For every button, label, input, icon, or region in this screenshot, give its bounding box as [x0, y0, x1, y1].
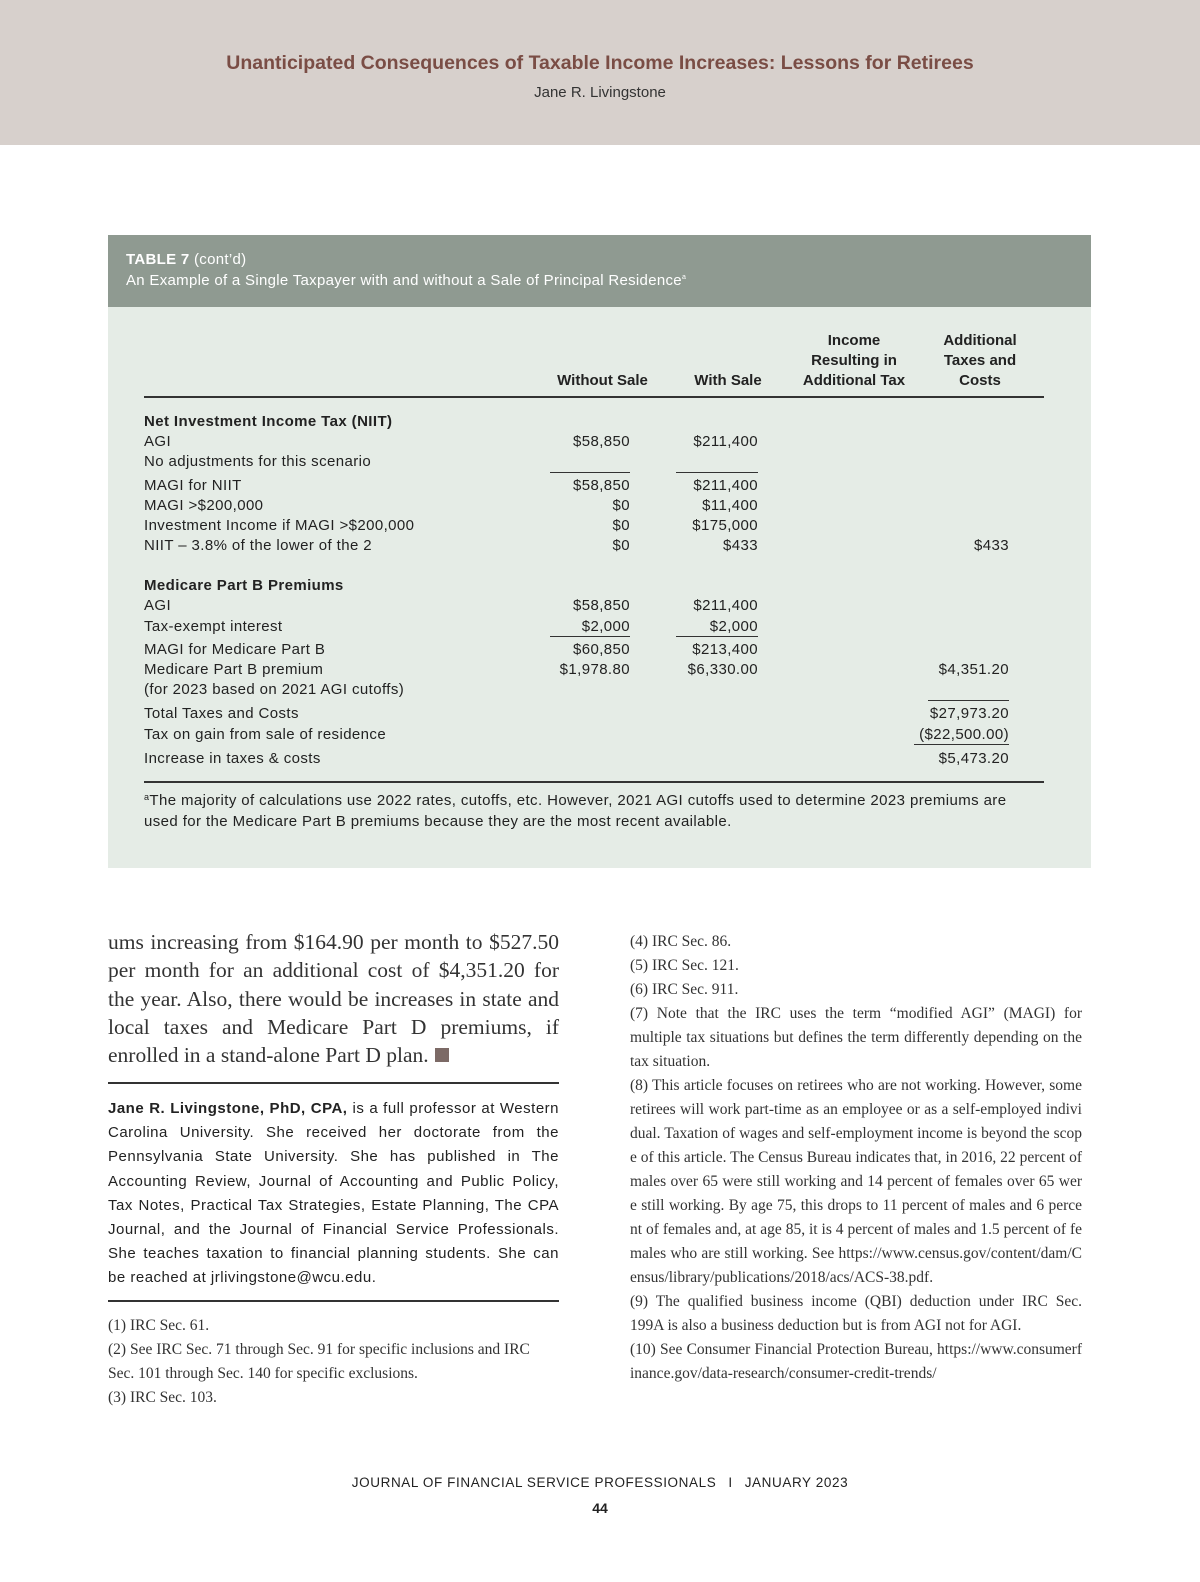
cell-without-sale: $58,850	[572, 477, 630, 494]
row-label: Investment Income if MAGI >$200,000	[144, 517, 415, 534]
footnotes-right	[630, 930, 1082, 1386]
sum-underline	[550, 636, 630, 637]
table-7	[108, 235, 1091, 868]
end-mark	[435, 1048, 449, 1062]
body-paragraph: ums increasing from $164.90 per month to $527.50 per month for an additional cost of $4,351.20 for the year. Also, there would be increases in state and local taxes and Medicare Part D premiums, if enrolled in a stand-alone Part D plan.	[108, 930, 559, 1068]
sum-underline	[676, 472, 758, 473]
cell-with-sale: $433	[723, 537, 758, 554]
footnote-item: (1) IRC Sec. 61.	[108, 1317, 210, 1334]
footnote-item: (7) Note that the IRC uses the term “modified AGI” (MAGI) for multiple tax situations but defines the term differently depending on the tax situation.	[630, 1005, 1082, 1070]
cell-with-sale: $6,330.00	[687, 661, 758, 678]
cell-without-sale: $60,850	[572, 641, 630, 658]
cell-additional: $27,973.20	[929, 705, 1009, 722]
footnote-item: (5) IRC Sec. 121.	[630, 957, 739, 974]
sum-underline	[550, 472, 630, 473]
section-heading-medicare: Medicare Part B Premiums	[144, 577, 344, 594]
journal-name: JOURNAL OF FINANCIAL SERVICE PROFESSIONALS	[351, 1475, 717, 1490]
footnote-item: (4) IRC Sec. 86.	[630, 933, 732, 950]
row-label: Total Taxes and Costs	[144, 705, 299, 722]
cell-with-sale: $175,000	[692, 517, 758, 534]
footnote-item: (8) This article focuses on retirees who are not working. However, some retirees will work part-time as an employee or as a self-employed individual. Taxation of wages and self-employment income is beyond the scope of this article. The Census Bureau indicates that, in 2016, 22 percent of males over 65 were still working and 14 percent of females over 65 were still working. By age 75, this drops to 11 percent of males and 6 percent of females and, at age 85, it is 4 percent of males and 1.5 percent of females who are still working. See https://www.census.gov/content/dam/Census/library/publications/2018/acs/ACS-38.pdf.	[630, 1077, 1082, 1286]
issue-date: JANUARY 2023	[744, 1475, 849, 1490]
cell-with-sale: $211,400	[693, 433, 758, 450]
col-head-income-resulting: Income Resulting in Additional Tax	[802, 332, 906, 389]
row-label: AGI	[144, 597, 172, 614]
row-label: Tax on gain from sale of residence	[144, 726, 387, 743]
cell-without-sale: $0	[612, 497, 630, 514]
sum-underline	[676, 636, 758, 637]
article-author: Jane R. Livingstone	[534, 84, 666, 101]
row-label: NIIT – 3.8% of the lower of the 2	[144, 537, 373, 554]
table-footnote: $^a$The majority of calculations use 2022 rates, cutoffs, etc. However, 2021 AGI cutoffs used to determine 2023 premiums are used for the Medicare Part B premiums because they are the most recent available.	[144, 792, 1007, 830]
footnotes-left	[108, 1314, 559, 1410]
row-label: MAGI for Medicare Part B	[144, 641, 326, 658]
footnote-item: (3) IRC Sec. 103.	[108, 1389, 217, 1406]
row-label: MAGI >$200,000	[144, 497, 264, 514]
cell-without-sale: $0	[612, 537, 630, 554]
sum-underline	[928, 700, 1009, 701]
cell-without-sale: $0	[612, 517, 630, 534]
footnote-item: (9) The qualified business income (QBI) deduction under IRC Sec. 199A is also a business deduction but is from AGI not for AGI.	[630, 1293, 1082, 1334]
footnote-item: (10) See Consumer Financial Protection Bureau, https://www.consumerfinance.gov/data-research/consumer-credit-trends/	[630, 1341, 1082, 1382]
col-head-with-sale: With Sale	[694, 372, 762, 389]
page-footer	[0, 1475, 1200, 1490]
cell-additional: ($22,500.00)	[919, 726, 1009, 743]
table-label: TABLE 7 (cont’d)	[126, 251, 247, 268]
table-subtitle: An Example of a Single Taxpayer with and without a Sale of Principal Residence$^a$	[126, 272, 687, 289]
bio-bottom-rule	[108, 1300, 559, 1302]
footer-separator: I	[728, 1475, 733, 1490]
cell-with-sale: $2,000	[709, 618, 758, 635]
author-bio: Jane R. Livingstone, PhD, CPA, is a full professor at Western Carolina University. She received her doctorate from the Pennsylvania State University. She has published in The Accounting Review, Journal of Accounting and Public Policy, Tax Notes, Practical Tax Strategies, Estate Planning, The CPA Journal, and the Journal of Financial Service Professionals. She teaches taxation to financial planning students. She can be reached at jrlivingstone@wcu.edu.	[108, 1100, 559, 1287]
page-number: 44	[592, 1500, 608, 1516]
cell-with-sale: $211,400	[693, 477, 758, 494]
article-title: Unanticipated Consequences of Taxable Income Increases: Lessons for Retirees	[226, 52, 974, 74]
cell-with-sale: $11,400	[702, 497, 758, 514]
bio-name: Jane R. Livingstone, PhD, CPA,	[108, 1100, 348, 1117]
footer-rule	[144, 781, 1044, 783]
cell-without-sale: $58,850	[572, 597, 630, 614]
footnote-item: (6) IRC Sec. 911.	[630, 981, 739, 998]
section-heading-niit: Net Investment Income Tax (NIIT)	[144, 413, 393, 430]
row-label: No adjustments for this scenario	[144, 453, 372, 470]
row-label: MAGI for NIIT	[144, 477, 242, 494]
cell-with-sale: $213,400	[692, 641, 758, 658]
bio-top-rule	[108, 1082, 559, 1084]
row-label: Medicare Part B premium	[144, 661, 324, 678]
cell-without-sale: $1,978.80	[559, 661, 630, 678]
sum-underline	[914, 744, 1009, 745]
cell-without-sale: $2,000	[581, 618, 630, 635]
cell-additional: $4,351.20	[938, 661, 1009, 678]
cell-with-sale: $211,400	[693, 597, 758, 614]
cell-additional: $5,473.20	[938, 750, 1009, 767]
row-label: AGI	[144, 433, 172, 450]
col-head-additional: Additional Taxes and Costs	[943, 332, 1017, 389]
col-head-without-sale: Without Sale	[557, 372, 648, 389]
row-label: Tax-exempt interest	[144, 618, 283, 635]
cell-additional: $433	[974, 537, 1009, 554]
table-header-bar	[108, 235, 1091, 307]
header-rule	[144, 396, 1044, 398]
row-label: Increase in taxes & costs	[144, 750, 321, 767]
footnote-item: (2) See IRC Sec. 71 through Sec. 91 for specific inclusions and IRC Sec. 101 through Sec. 140 for specific exclusions.	[108, 1341, 530, 1382]
cell-without-sale: $58,850	[572, 433, 630, 450]
row-label: (for 2023 based on 2021 AGI cutoffs)	[144, 681, 405, 698]
